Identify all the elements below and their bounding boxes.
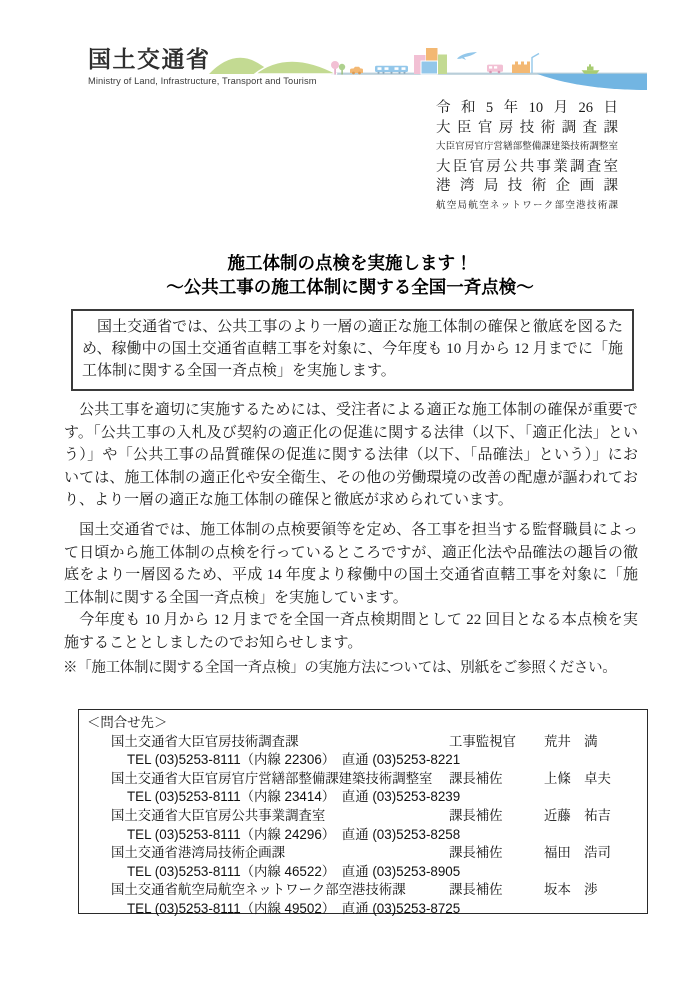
contact-person: 近藤 祐吉 [544, 807, 611, 823]
org-name-en: Ministry of Land, Infrastructure, Transport and Tourism [88, 76, 317, 86]
issue-date: 令和5年10月26日 [436, 100, 618, 116]
airplane-icon [457, 52, 477, 60]
contact-box [78, 709, 648, 914]
summary-box [71, 309, 634, 391]
issuing-header [436, 99, 618, 217]
contact-tel: TEL (03)5253-8111（内線 49502） 直通 (03)5253-8725 [127, 900, 461, 916]
contact-person: 坂本 渉 [544, 882, 598, 898]
page-title [0, 252, 700, 299]
contact-department: 国土交通省大臣官房公共事業調査室 [111, 807, 326, 823]
title-line-2: ～公共工事の施工体制に関する全国一斉点検～ [166, 276, 534, 297]
contact-role: 工事監視官 [449, 733, 516, 749]
contact-role: 課長補佐 [449, 882, 503, 898]
contact-department: 国土交通省港湾局技術企画課 [111, 845, 286, 861]
water-icon [537, 74, 647, 90]
contact-tel: TEL (03)5253-8111（内線 22306） 直通 (03)5253-8221 [127, 752, 461, 768]
summary-text: 国土交通省では、公共工事のより一層の適正な施工体制の確保と徹底を図るため、稼働中の国土交通省直轄工事を対象に、今年度も 10 月から 12 月までに「施工体制に関する全国一斉点検」を実施します。 [82, 319, 623, 379]
mlit-banner-illustration [195, 44, 647, 94]
body-block-1 [64, 399, 638, 512]
body-block-2 [64, 519, 638, 654]
contact-department: 国土交通省大臣官房官庁営繕部整備課建築技術調整室 [111, 770, 433, 786]
department-line: 大臣官房官庁営繕部整備課建築技術調整室 [436, 142, 618, 153]
contact-entry-row [87, 881, 639, 900]
department-line: 港湾局技術企画課 [436, 178, 618, 195]
contact-entry-row [87, 733, 639, 752]
contact-person: 福田 浩司 [544, 845, 611, 861]
title-line-1: 施工体制の点検を実施します！ [227, 253, 473, 273]
contact-role: 課長補佐 [449, 845, 503, 861]
body-paragraph-2: 国土交通省では、施工体制の点検要領等を定め、各工事を担当する監督職員によって日頃から施工体制の点検を行っているところですが、適正化法や品確法の趣旨の徹底をより一層図るため、平成 14 年度より稼働中の国土交通省直轄工事を対象に「施工体制に関する全国一斉点検」を実施しています。 [64, 522, 638, 606]
ship-icon [582, 64, 600, 74]
department-line: 大臣官房技術調査課 [436, 119, 618, 136]
contact-role: 課長補佐 [449, 770, 503, 786]
hills-icon [209, 58, 337, 74]
contact-department: 国土交通省大臣官房技術調査課 [111, 733, 299, 749]
contact-role: 課長補佐 [449, 807, 503, 823]
contact-entry-row [87, 807, 639, 826]
contact-person: 上條 卓夫 [544, 770, 611, 786]
factory-icon [512, 54, 539, 74]
contact-entry-row [87, 844, 639, 863]
contact-heading: ＜問合せ先＞ [87, 715, 168, 730]
body-paragraph-3: 今年度も 10 月から 12 月までを全国一斉点検期間として 22 回目となる本点検を実施することとしましたのでお知らせします。 [64, 612, 638, 651]
contact-person: 荒井 満 [544, 733, 598, 749]
buildings-icon [414, 48, 447, 74]
bus-icon [487, 65, 503, 74]
org-name-ja: 国土交通省 [88, 46, 211, 72]
body-paragraph-1: 公共工事を適切に実施するためには、受注者による適正な施工体制の確保が重要です。「公共工事の入札及び契約の適正化の促進に関する法律（以下、「適正化法」という）」や「公共工事の品質確保の促進に関する法律（以下、「品確法」という）」においては、施工体制の適正化や安全衛生、その他の労働環境の改善の配慮が謳われており、より一層の適正な施工体制の確保と徹底が求められています。 [64, 402, 638, 508]
department-line: 大臣官房公共事業調査室 [436, 158, 618, 175]
reference-note: ※「施工体制に関する全国一斉点検」の実施方法については、別紙をご参照ください。 [63, 660, 617, 676]
contact-tel: TEL (03)5253-8111（内線 24296） 直通 (03)5253-8258 [127, 826, 461, 842]
contact-department: 国土交通省航空局航空ネットワーク部空港技術課 [111, 882, 406, 898]
contact-tel: TEL (03)5253-8111（内線 23414） 直通 (03)5253-8239 [127, 789, 461, 805]
department-line: 航空局航空ネットワーク部空港技術課 [436, 200, 618, 211]
contact-tel: TEL (03)5253-8111（内線 46522） 直通 (03)5253-8905 [127, 863, 461, 879]
contact-entry-row [87, 770, 639, 789]
